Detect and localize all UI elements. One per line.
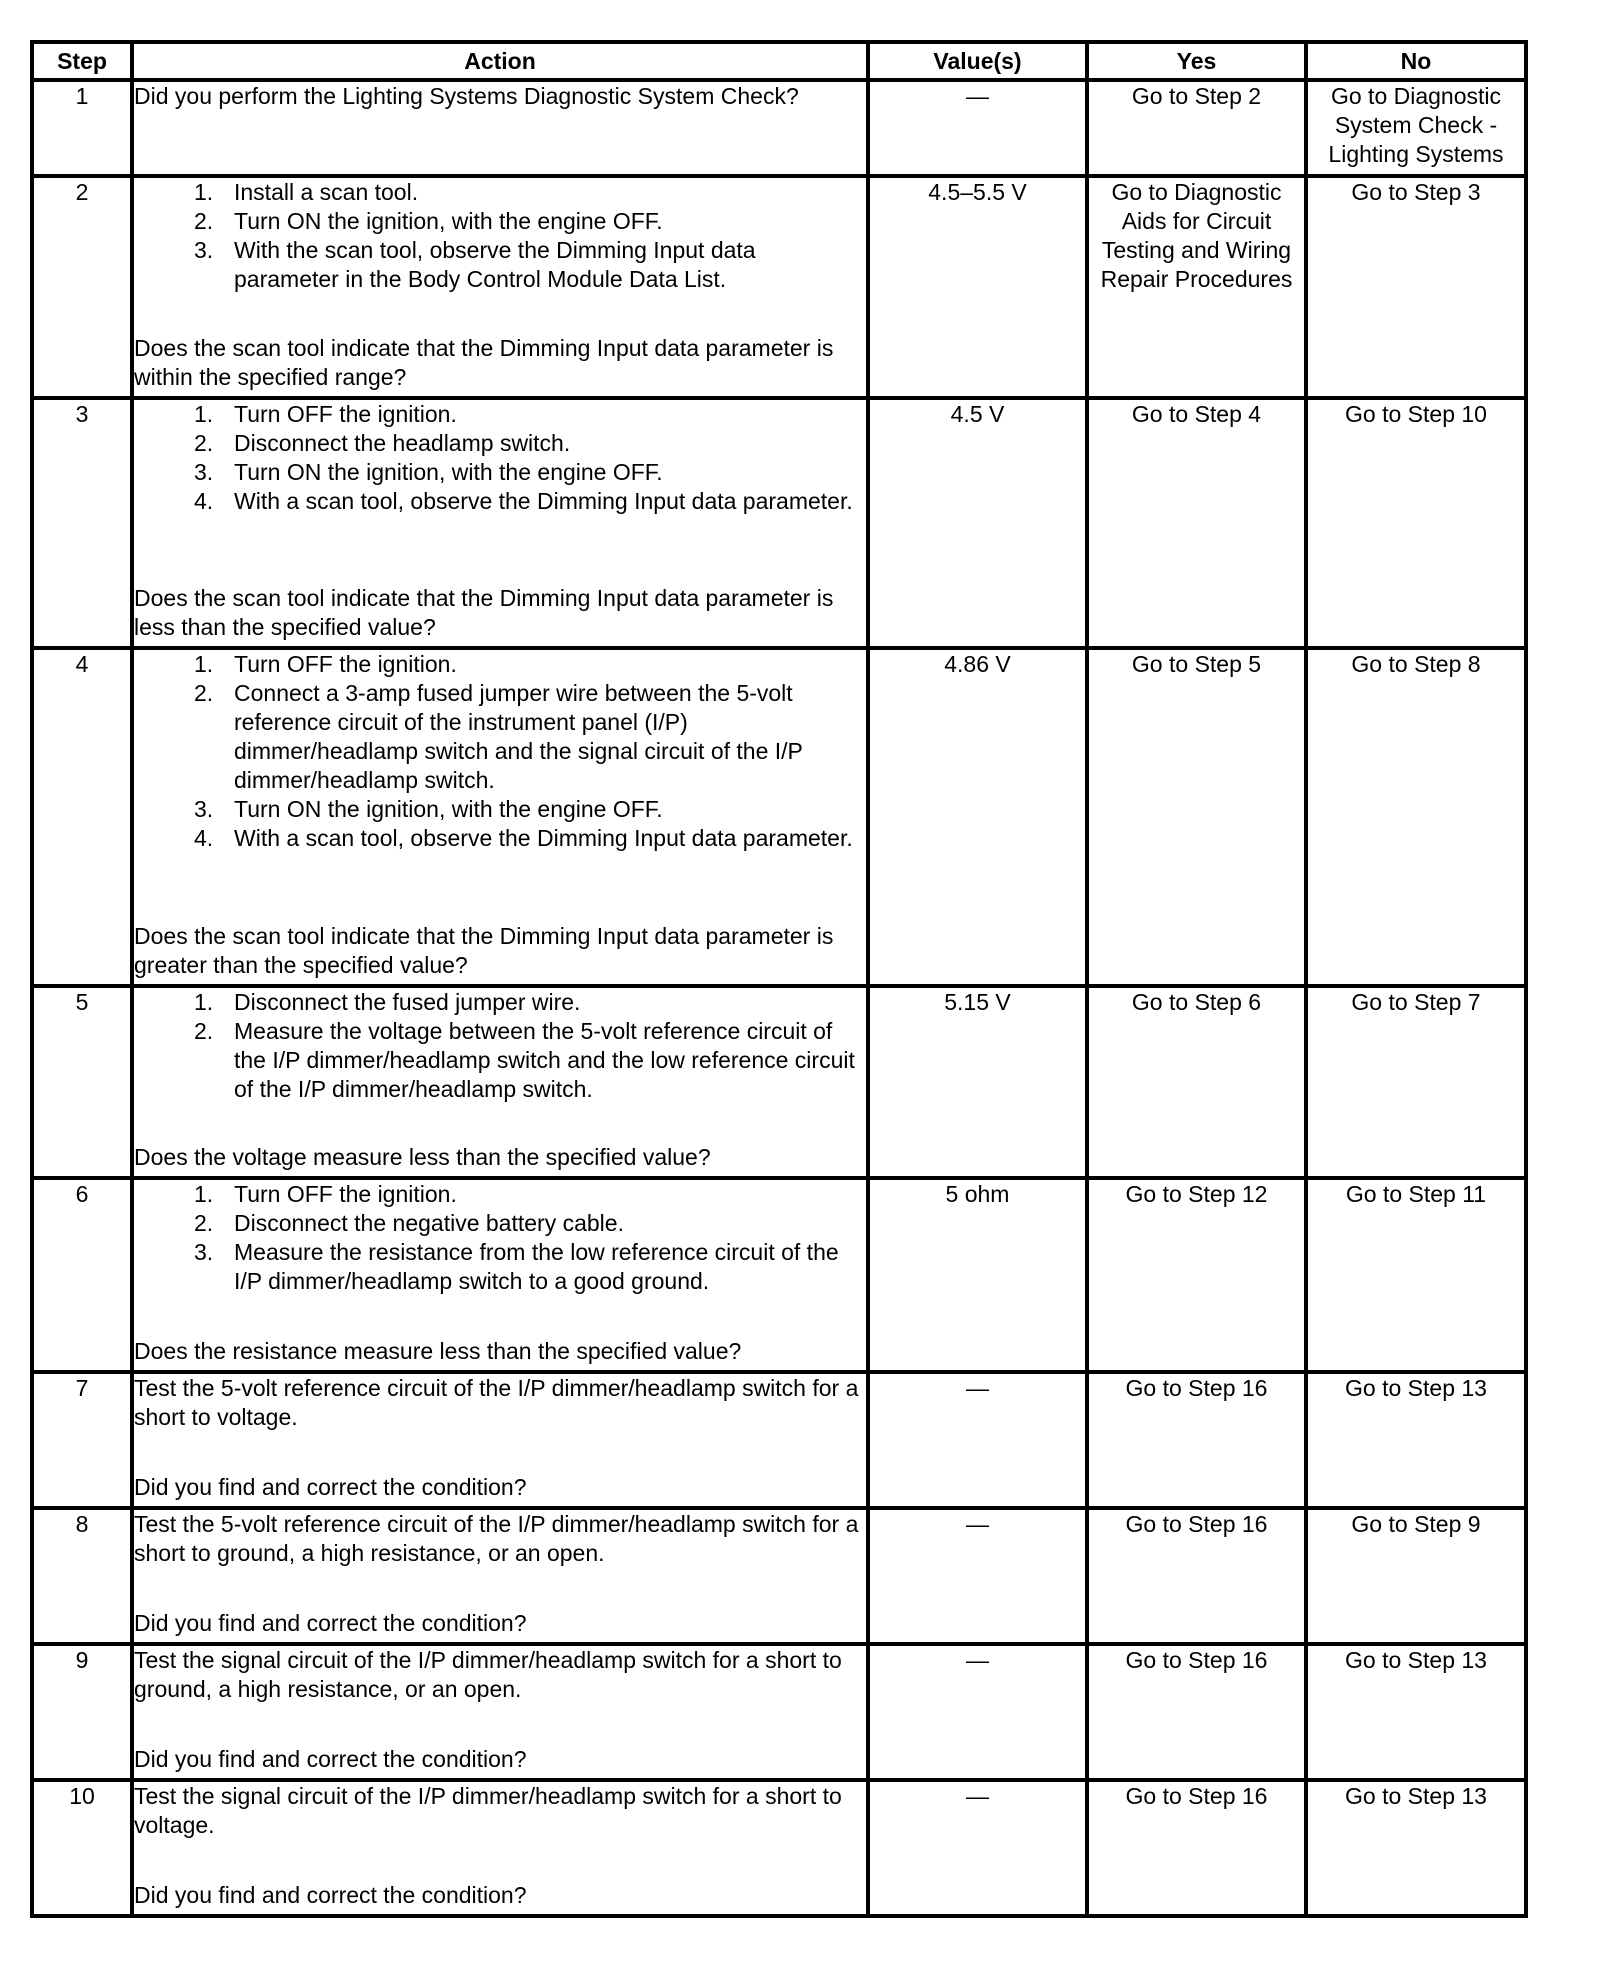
step-number: 4 bbox=[32, 648, 132, 986]
no-cell: Go to Step 3 bbox=[1306, 176, 1526, 398]
action-cell bbox=[132, 1178, 868, 1372]
value-cell: — bbox=[868, 1372, 1087, 1508]
list-item bbox=[134, 650, 866, 679]
list-item-number: 2. bbox=[194, 430, 214, 456]
header-row bbox=[32, 42, 1526, 80]
value-cell: 4.86 V bbox=[868, 648, 1087, 986]
list-item-number: 2. bbox=[194, 680, 214, 706]
list-item-text: With a scan tool, observe the Dimming Input data parameter. bbox=[234, 825, 853, 851]
no-cell: Go to Step 13 bbox=[1306, 1644, 1526, 1780]
step-number: 7 bbox=[32, 1372, 132, 1508]
value-cell: 5.15 V bbox=[868, 986, 1087, 1178]
list-item-text: Disconnect the negative battery cable. bbox=[234, 1210, 624, 1236]
step-number: 1 bbox=[32, 80, 132, 176]
yes-cell: Go to Step 16 bbox=[1087, 1508, 1306, 1644]
no-cell: Go to Step 8 bbox=[1306, 648, 1526, 986]
value-cell: 4.5–5.5 V bbox=[868, 176, 1087, 398]
table-row bbox=[32, 648, 1526, 986]
action-cell bbox=[132, 398, 868, 648]
action-content bbox=[134, 1180, 866, 1366]
list-item-number: 2. bbox=[194, 1210, 214, 1236]
no-cell: Go to Step 7 bbox=[1306, 986, 1526, 1178]
diagnostic-table bbox=[30, 40, 1528, 1918]
action-question: Did you find and correct the condition? bbox=[134, 1746, 527, 1772]
action-content bbox=[134, 1646, 866, 1774]
list-item bbox=[134, 400, 866, 429]
action-question: Does the scan tool indicate that the Dimming Input data parameter is less than the specified value? bbox=[134, 585, 834, 640]
table-row bbox=[32, 1508, 1526, 1644]
list-item bbox=[134, 795, 866, 824]
table-row bbox=[32, 986, 1526, 1178]
action-top bbox=[134, 178, 866, 294]
header-step: Step bbox=[32, 42, 132, 80]
list-item-text: Measure the voltage between the 5-volt reference circuit of the I/P dimmer/headlamp switch and the low reference circuit of the I/P dimmer/headlamp switch. bbox=[234, 1018, 855, 1102]
no-cell: Go to Step 13 bbox=[1306, 1372, 1526, 1508]
yes-cell: Go to Step 16 bbox=[1087, 1372, 1306, 1508]
list-item-number: 1. bbox=[194, 1181, 214, 1207]
list-item bbox=[134, 1209, 866, 1238]
header-yes: Yes bbox=[1087, 42, 1306, 80]
yes-cell: Go to Step 5 bbox=[1087, 648, 1306, 986]
action-steps-list bbox=[134, 178, 866, 294]
value-cell: 4.5 V bbox=[868, 398, 1087, 648]
list-item-number: 1. bbox=[194, 179, 214, 205]
step-number: 3 bbox=[32, 398, 132, 648]
action-description: Test the 5-volt reference circuit of the I/P dimmer/headlamp switch for a short to ground, a high resistance, or an open. bbox=[134, 1511, 859, 1566]
action-question: Does the resistance measure less than the specified value? bbox=[134, 1338, 742, 1364]
action-description: Test the 5-volt reference circuit of the I/P dimmer/headlamp switch for a short to voltage. bbox=[134, 1375, 859, 1430]
action-steps-list bbox=[134, 650, 866, 853]
no-cell: Go to Step 10 bbox=[1306, 398, 1526, 648]
header-action: Action bbox=[132, 42, 868, 80]
list-item bbox=[134, 824, 866, 853]
action-cell bbox=[132, 1508, 868, 1644]
list-item bbox=[134, 207, 866, 236]
list-item bbox=[134, 487, 866, 516]
action-cell bbox=[132, 1372, 868, 1508]
step-number: 8 bbox=[32, 1508, 132, 1644]
action-content bbox=[134, 988, 866, 1172]
action-top bbox=[134, 82, 866, 111]
table-row bbox=[32, 1372, 1526, 1508]
table-row bbox=[32, 1178, 1526, 1372]
list-item-number: 3. bbox=[194, 237, 214, 263]
no-cell: Go to Step 13 bbox=[1306, 1780, 1526, 1916]
table-row bbox=[32, 398, 1526, 648]
list-item-text: Install a scan tool. bbox=[234, 179, 419, 205]
action-question: Does the voltage measure less than the specified value? bbox=[134, 1144, 711, 1170]
list-item-text: With a scan tool, observe the Dimming Input data parameter. bbox=[234, 488, 853, 514]
no-cell: Go to Step 11 bbox=[1306, 1178, 1526, 1372]
list-item-text: Turn ON the ignition, with the engine OFF. bbox=[234, 208, 663, 234]
no-cell: Go to Step 9 bbox=[1306, 1508, 1526, 1644]
action-content bbox=[134, 82, 866, 170]
list-item bbox=[134, 458, 866, 487]
table-body bbox=[32, 80, 1526, 1916]
action-content bbox=[134, 178, 866, 392]
list-item-text: Turn ON the ignition, with the engine OFF. bbox=[234, 796, 663, 822]
value-cell: — bbox=[868, 1644, 1087, 1780]
yes-cell: Go to Step 12 bbox=[1087, 1178, 1306, 1372]
list-item-text: With the scan tool, observe the Dimming Input data parameter in the Body Control Module Data List. bbox=[234, 237, 756, 292]
action-top bbox=[134, 1180, 866, 1296]
list-item-number: 2. bbox=[194, 208, 214, 234]
action-top bbox=[134, 650, 866, 853]
header-values: Value(s) bbox=[868, 42, 1087, 80]
list-item-text: Turn OFF the ignition. bbox=[234, 1181, 457, 1207]
value-cell: — bbox=[868, 80, 1087, 176]
table-row bbox=[32, 80, 1526, 176]
list-item bbox=[134, 429, 866, 458]
action-top bbox=[134, 988, 866, 1104]
list-item bbox=[134, 1180, 866, 1209]
list-item-number: 4. bbox=[194, 825, 214, 851]
action-top bbox=[134, 1374, 866, 1432]
action-cell bbox=[132, 648, 868, 986]
value-cell: — bbox=[868, 1780, 1087, 1916]
action-cell bbox=[132, 80, 868, 176]
list-item-text: Disconnect the headlamp switch. bbox=[234, 430, 571, 456]
action-question: Does the scan tool indicate that the Dimming Input data parameter is within the specified range? bbox=[134, 335, 834, 390]
yes-cell: Go to Step 2 bbox=[1087, 80, 1306, 176]
action-question: Did you find and correct the condition? bbox=[134, 1882, 527, 1908]
list-item-text: Turn ON the ignition, with the engine OFF. bbox=[234, 459, 663, 485]
no-cell: Go to Diagnostic System Check - Lighting Systems bbox=[1306, 80, 1526, 176]
action-top bbox=[134, 400, 866, 516]
value-cell: — bbox=[868, 1508, 1087, 1644]
yes-cell: Go to Step 4 bbox=[1087, 398, 1306, 648]
action-description: Test the signal circuit of the I/P dimmer/headlamp switch for a short to ground, a high resistance, or an open. bbox=[134, 1647, 842, 1702]
value-cell: 5 ohm bbox=[868, 1178, 1087, 1372]
action-steps-list bbox=[134, 1180, 866, 1296]
list-item bbox=[134, 1017, 866, 1104]
list-item-number: 3. bbox=[194, 1239, 214, 1265]
action-question: Did you find and correct the condition? bbox=[134, 1474, 527, 1500]
table-row bbox=[32, 1780, 1526, 1916]
list-item-number: 1. bbox=[194, 651, 214, 677]
action-content bbox=[134, 1510, 866, 1638]
action-top bbox=[134, 1646, 866, 1704]
step-number: 9 bbox=[32, 1644, 132, 1780]
action-steps-list bbox=[134, 988, 866, 1104]
action-cell bbox=[132, 1644, 868, 1780]
step-number: 2 bbox=[32, 176, 132, 398]
action-content bbox=[134, 400, 866, 642]
action-content bbox=[134, 1374, 866, 1502]
list-item bbox=[134, 236, 866, 294]
action-question: Does the scan tool indicate that the Dimming Input data parameter is greater than the specified value? bbox=[134, 923, 834, 978]
list-item-text: Turn OFF the ignition. bbox=[234, 651, 457, 677]
action-question: Did you find and correct the condition? bbox=[134, 1610, 527, 1636]
action-cell bbox=[132, 1780, 868, 1916]
action-content bbox=[134, 650, 866, 980]
table-row bbox=[32, 1644, 1526, 1780]
yes-cell: Go to Step 16 bbox=[1087, 1780, 1306, 1916]
action-description: Test the signal circuit of the I/P dimmer/headlamp switch for a short to voltage. bbox=[134, 1783, 842, 1838]
action-content bbox=[134, 1782, 866, 1910]
list-item-number: 4. bbox=[194, 488, 214, 514]
table-row bbox=[32, 176, 1526, 398]
list-item-number: 3. bbox=[194, 796, 214, 822]
step-number: 6 bbox=[32, 1178, 132, 1372]
step-number: 5 bbox=[32, 986, 132, 1178]
action-cell bbox=[132, 176, 868, 398]
list-item bbox=[134, 178, 866, 207]
yes-cell: Go to Step 6 bbox=[1087, 986, 1306, 1178]
action-steps-list bbox=[134, 400, 866, 516]
list-item bbox=[134, 988, 866, 1017]
yes-cell: Go to Diagnostic Aids for Circuit Testing and Wiring Repair Procedures bbox=[1087, 176, 1306, 398]
list-item-text: Disconnect the fused jumper wire. bbox=[234, 989, 581, 1015]
action-top bbox=[134, 1510, 866, 1568]
step-number: 10 bbox=[32, 1780, 132, 1916]
action-description: Did you perform the Lighting Systems Diagnostic System Check? bbox=[134, 83, 799, 109]
list-item-text: Turn OFF the ignition. bbox=[234, 401, 457, 427]
list-item-text: Connect a 3-amp fused jumper wire between the 5-volt reference circuit of the instrument panel (I/P) dimmer/headlamp switch and the signal circuit of the I/P dimmer/headlamp switch. bbox=[234, 680, 803, 793]
action-top bbox=[134, 1782, 866, 1840]
header-no: No bbox=[1306, 42, 1526, 80]
list-item bbox=[134, 679, 866, 795]
action-cell bbox=[132, 986, 868, 1178]
yes-cell: Go to Step 16 bbox=[1087, 1644, 1306, 1780]
list-item-number: 3. bbox=[194, 459, 214, 485]
list-item-number: 1. bbox=[194, 989, 214, 1015]
list-item-number: 1. bbox=[194, 401, 214, 427]
list-item-number: 2. bbox=[194, 1018, 214, 1044]
list-item-text: Measure the resistance from the low reference circuit of the I/P dimmer/headlamp switch to a good ground. bbox=[234, 1239, 839, 1294]
list-item bbox=[134, 1238, 866, 1296]
